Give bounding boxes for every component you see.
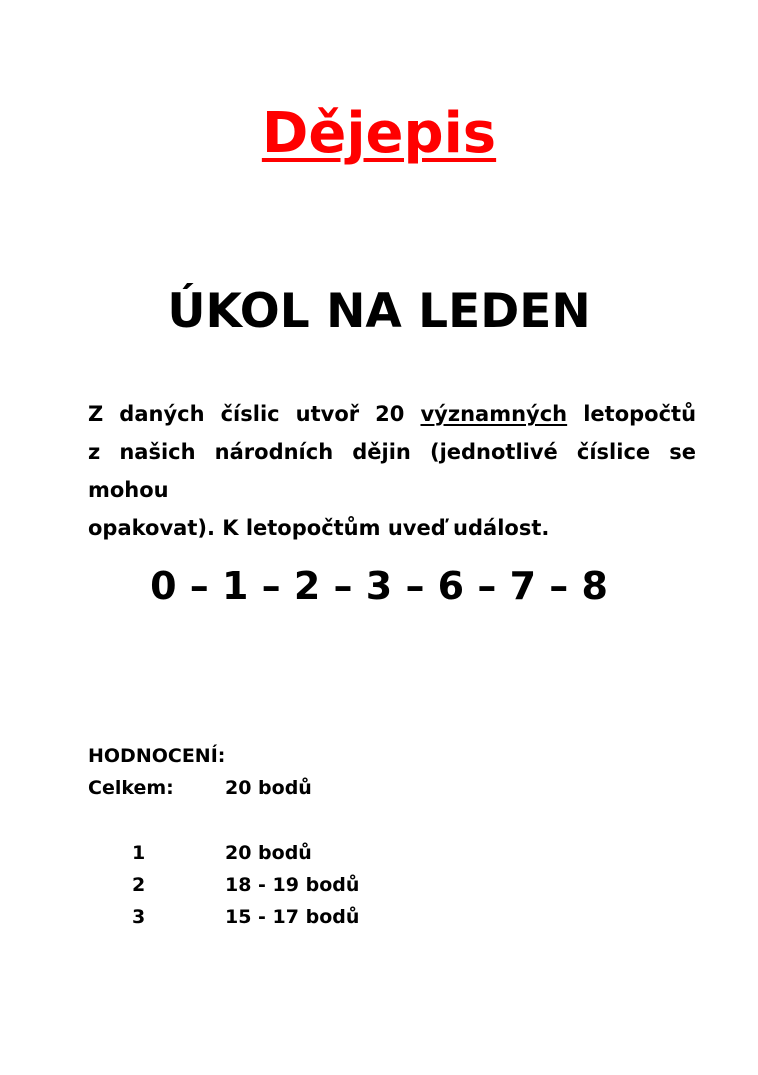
grade-points: 18 - 19 bodů bbox=[225, 874, 360, 896]
page-title bbox=[0, 98, 758, 170]
task-line-1-start: Z daných číslic utvoř 20 bbox=[88, 402, 405, 426]
task-underlined-word: významných bbox=[420, 402, 568, 426]
task-line-3: opakovat). K letopočtům uveď událost. bbox=[88, 516, 550, 540]
grade-number: 3 bbox=[132, 906, 146, 928]
grade-points: 20 bodů bbox=[225, 842, 312, 864]
digit-sequence: 0 – 1 – 2 – 3 – 6 – 7 – 8 bbox=[150, 564, 608, 608]
page-title-text: Dějepis bbox=[261, 101, 497, 166]
task-line-1-end: letopočtů bbox=[583, 402, 697, 426]
grading-total-value: 20 bodů bbox=[225, 777, 312, 799]
task-instructions bbox=[88, 395, 696, 547]
assignment-heading: ÚKOL NA LEDEN bbox=[167, 284, 591, 339]
grading-heading: HODNOCENÍ: bbox=[88, 745, 226, 767]
grade-number: 1 bbox=[132, 842, 146, 864]
task-line-1 bbox=[88, 395, 696, 433]
grade-number: 2 bbox=[132, 874, 146, 896]
grading-total-label: Celkem: bbox=[88, 777, 174, 799]
task-line-2: z našich národních dějin (jednotlivé číslice se mohou bbox=[88, 440, 696, 502]
grade-points: 15 - 17 bodů bbox=[225, 906, 360, 928]
